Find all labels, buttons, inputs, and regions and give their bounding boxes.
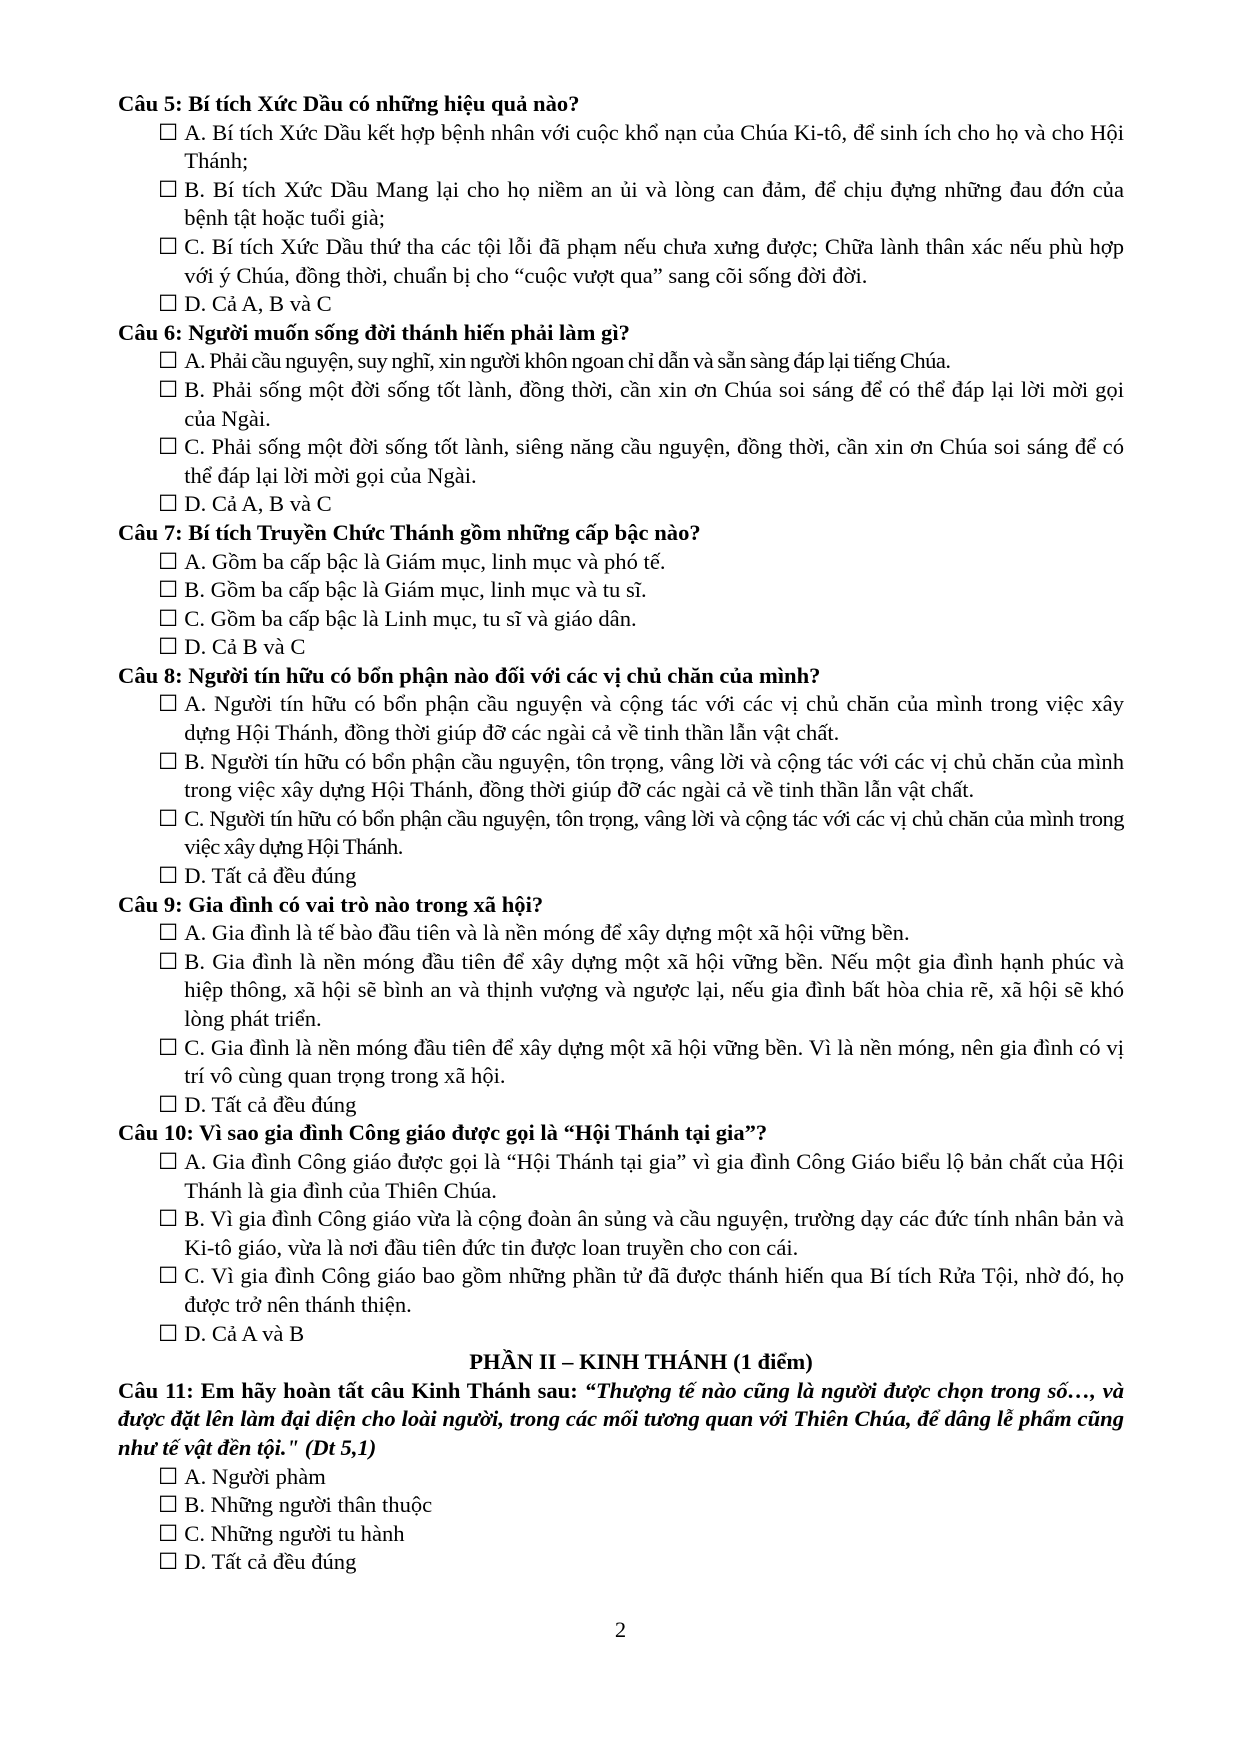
checkbox-icon[interactable]: ☐ [158, 376, 179, 402]
answer-option-b[interactable] [118, 1205, 1124, 1262]
checkbox-icon[interactable]: ☐ [158, 748, 179, 774]
checkbox-icon[interactable]: ☐ [158, 1463, 179, 1489]
checkbox-icon[interactable]: ☐ [158, 1034, 179, 1060]
answer-option-d[interactable] [118, 1320, 1124, 1349]
option-text: A. Phải cầu nguyện, suy nghĩ, xin người khôn ngoan chỉ dẫn và sẵn sàng đáp lại tiếng Chúa. [184, 348, 951, 374]
question-title [118, 1377, 1124, 1463]
checkbox-icon[interactable]: ☐ [158, 1492, 179, 1518]
exam-content [118, 90, 1124, 1577]
answer-option-a[interactable] [118, 919, 1124, 948]
question-title: Câu 7: Bí tích Truyền Chức Thánh gồm những cấp bậc nào? [118, 519, 701, 545]
answer-option-a[interactable] [118, 119, 1124, 176]
option-text: D. Tất cả đều đúng [184, 1091, 357, 1117]
answer-option-d[interactable] [118, 490, 1124, 519]
question-5 [118, 90, 1124, 319]
answer-option-a[interactable] [118, 347, 1124, 376]
answer-option-b[interactable] [118, 748, 1124, 805]
question-11 [118, 1377, 1124, 1577]
option-text: B. Bí tích Xức Dầu Mang lại cho họ niềm an ủi và lòng can đảm, để chịu đựng những đau đớn của bệnh tật hoặc tuổi già; [184, 176, 1124, 231]
checkbox-icon[interactable]: ☐ [158, 548, 179, 574]
question-title: Câu 6: Người muốn sống đời thánh hiến phải làm gì? [118, 319, 630, 345]
checkbox-icon[interactable]: ☐ [158, 577, 179, 603]
section-title: PHẦN II – KINH THÁNH (1 điểm) [469, 1349, 813, 1375]
question-7 [118, 519, 1124, 662]
option-text: D. Cả B và C [184, 634, 306, 660]
option-text: B. Gồm ba cấp bậc là Giám mục, linh mục và tu sĩ. [184, 577, 647, 603]
checkbox-icon[interactable]: ☐ [158, 176, 179, 202]
question-title: Câu 5: Bí tích Xức Dầu có những hiệu quả nào? [118, 91, 580, 116]
page-number: 2 [614, 1617, 627, 1642]
answer-option-c[interactable] [118, 1520, 1124, 1549]
checkbox-icon[interactable]: ☐ [158, 1549, 179, 1575]
answer-option-b[interactable] [118, 948, 1124, 1034]
question-title: Câu 8: Người tín hữu có bổn phận nào đối với các vị chủ chăn của mình? [118, 662, 821, 688]
answer-option-c[interactable] [118, 605, 1124, 634]
checkbox-icon[interactable]: ☐ [158, 1206, 179, 1232]
checkbox-icon[interactable]: ☐ [158, 348, 179, 374]
option-text: B. Phải sống một đời sống tốt lành, đồng thời, cần xin ơn Chúa soi sáng để có thể đáp lại lời mời gọi của Ngài. [184, 376, 1124, 431]
scripture-quote: “Thượng tế nào cũng là người được chọn trong số…, và được đặt lên làm đại diện cho loài người, trong các mối tương quan với Thiên Chúa, để dâng lễ phẩm cũng như tế vật đền tội." [118, 1377, 1124, 1460]
option-text: A. Gồm ba cấp bậc là Giám mục, linh mục và phó tế. [184, 548, 666, 574]
option-text: D. Cả A, B và C [184, 491, 332, 517]
option-text: A. Gia đình Công giáo được gọi là “Hội Thánh tại gia” vì gia đình Công Giáo biểu lộ bản chất của Hội Thánh là gia đình của Thiên Chúa. [184, 1148, 1124, 1203]
answer-option-d[interactable] [118, 862, 1124, 891]
checkbox-icon[interactable]: ☐ [158, 863, 179, 889]
option-text: B. Người tín hữu có bổn phận cầu nguyện, tôn trọng, vâng lời và cộng tác với các vị chủ chăn của mình trong việc xây dựng Hội Thánh, đồng thời giúp đỡ các ngài cả về tinh thần lẫn vật chất. [184, 748, 1124, 803]
checkbox-icon[interactable]: ☐ [158, 605, 179, 631]
checkbox-icon[interactable]: ☐ [158, 691, 179, 717]
option-text: D. Cả A, B và C [184, 291, 332, 317]
answer-option-c[interactable] [118, 433, 1124, 490]
checkbox-icon[interactable]: ☐ [158, 491, 179, 517]
checkbox-icon[interactable]: ☐ [158, 119, 179, 145]
checkbox-icon[interactable]: ☐ [158, 291, 179, 317]
answer-option-c[interactable] [118, 1034, 1124, 1091]
question-10 [118, 1119, 1124, 1348]
option-text: A. Gia đình là tế bào đầu tiên và là nền móng để xây dựng một xã hội vững bền. [184, 920, 910, 946]
option-text: D. Cả A và B [184, 1320, 305, 1346]
question-9 [118, 891, 1124, 1120]
checkbox-icon[interactable]: ☐ [158, 1091, 179, 1117]
option-text: B. Gia đình là nền móng đầu tiên để xây dựng một xã hội vững bền. Nếu một gia đình hạnh phúc và hiệp thông, xã hội sẽ bình an và thịnh vượng và ngược lại, nếu gia đình bất hòa chia rẽ, xã hội sẽ khó lòng phát triển. [184, 948, 1124, 1031]
checkbox-icon[interactable]: ☐ [158, 1520, 179, 1546]
checkbox-icon[interactable]: ☐ [158, 1263, 179, 1289]
answer-option-b[interactable] [118, 376, 1124, 433]
answer-option-c[interactable] [118, 233, 1124, 290]
answer-option-b[interactable] [118, 576, 1124, 605]
option-text: B. Vì gia đình Công giáo vừa là cộng đoàn ân sủng và cầu nguyện, trường dạy các đức tính nhân bản và Ki-tô giáo, vừa là nơi đầu tiên đức tin được loan truyền cho con cái. [184, 1206, 1124, 1260]
option-text: D. Tất cả đều đúng [184, 1549, 357, 1575]
question-6 [118, 319, 1124, 519]
checkbox-icon[interactable]: ☐ [158, 920, 179, 946]
question-title: Câu 10: Vì sao gia đình Công giáo được gọi là “Hội Thánh tại gia”? [118, 1120, 768, 1146]
question-lead: Câu 11: Em hãy hoàn tất câu Kinh Thánh sau: [118, 1377, 585, 1403]
option-text: B. Những người thân thuộc [184, 1492, 433, 1518]
answer-option-a[interactable] [118, 1148, 1124, 1205]
option-text: C. Bí tích Xức Dầu thứ tha các tội lỗi đã phạm nếu chưa xưng được; Chữa lành thân xác nếu phù hợp với ý Chúa, đồng thời, chuẩn bị cho “cuộc vượt qua” sang cõi sống đời đời. [184, 233, 1124, 288]
option-text: C. Người tín hữu có bổn phận cầu nguyện, tôn trọng, vâng lời và cộng tác với các vị chủ chăn của mình trong việc xây dựng Hội Thánh. [184, 805, 1124, 860]
option-text: A. Bí tích Xức Dầu kết hợp bệnh nhân với cuộc khổ nạn của Chúa Ki-tô, để sinh ích cho họ và cho Hội Thánh; [184, 119, 1124, 174]
question-title: Câu 9: Gia đình có vai trò nào trong xã hội? [118, 891, 544, 917]
answer-option-c[interactable] [118, 805, 1124, 862]
option-text: C. Những người tu hành [184, 1520, 405, 1546]
option-text: A. Người tín hữu có bổn phận cầu nguyện và cộng tác với các vị chủ chăn của mình trong việc xây dựng Hội Thánh, đồng thời giúp đỡ các ngài cả về tinh thần lẫn vật chất. [184, 691, 1124, 746]
answer-option-a[interactable] [118, 690, 1124, 747]
answer-option-b[interactable] [118, 1491, 1124, 1520]
answer-option-d[interactable] [118, 1091, 1124, 1120]
option-text: C. Phải sống một đời sống tốt lành, siêng năng cầu nguyện, đồng thời, cần xin ơn Chúa soi sáng để có thể đáp lại lời mời gọi của Ngài. [184, 434, 1124, 488]
answer-option-a[interactable] [118, 1463, 1124, 1492]
option-text: D. Tất cả đều đúng [184, 863, 357, 889]
scripture-reference: (Dt 5,1) [299, 1434, 377, 1460]
checkbox-icon[interactable]: ☐ [158, 233, 179, 259]
question-8 [118, 662, 1124, 891]
answer-option-d[interactable] [118, 290, 1124, 319]
checkbox-icon[interactable]: ☐ [158, 1320, 179, 1346]
checkbox-icon[interactable]: ☐ [158, 1148, 179, 1174]
checkbox-icon[interactable]: ☐ [158, 805, 179, 831]
option-text: C. Gia đình là nền móng đầu tiên để xây dựng một xã hội vững bền. Vì là nền móng, nên gia đình có vị trí vô cùng quan trọng trong xã hội. [184, 1034, 1124, 1089]
option-text: C. Gồm ba cấp bậc là Linh mục, tu sĩ và giáo dân. [184, 605, 637, 631]
option-text: C. Vì gia đình Công giáo bao gồm những phần tử đã được thánh hiến qua Bí tích Rửa Tội, nhờ đó, họ được trở nên thánh thiện. [184, 1263, 1124, 1317]
checkbox-icon[interactable]: ☐ [158, 948, 179, 974]
checkbox-icon[interactable]: ☐ [158, 434, 179, 460]
answer-option-d[interactable] [118, 1548, 1124, 1577]
checkbox-icon[interactable]: ☐ [158, 634, 179, 660]
option-text: A. Người phàm [184, 1463, 326, 1489]
answer-option-d[interactable] [118, 633, 1124, 662]
answer-option-c[interactable] [118, 1262, 1124, 1319]
answer-option-a[interactable] [118, 548, 1124, 577]
answer-option-b[interactable] [118, 176, 1124, 233]
